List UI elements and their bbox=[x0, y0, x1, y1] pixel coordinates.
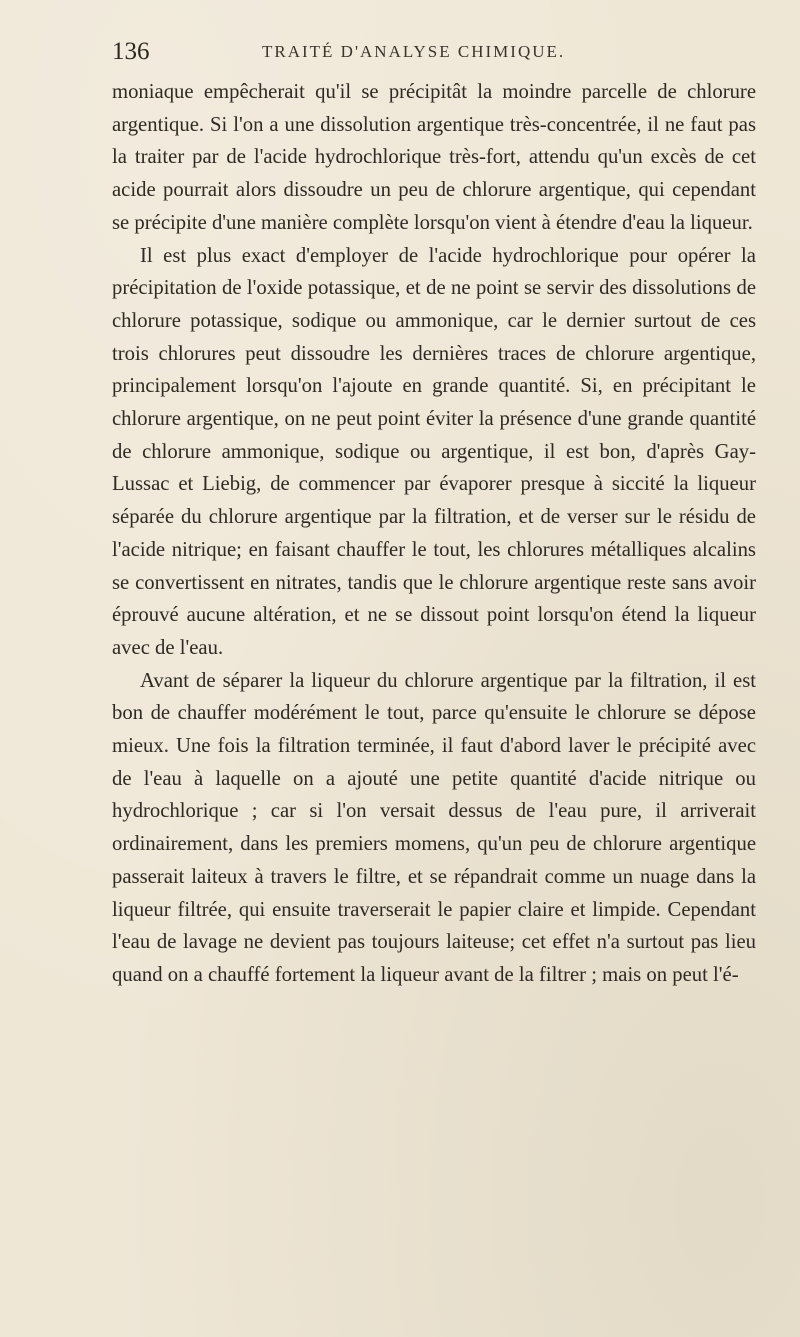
page-number: 136 bbox=[112, 38, 150, 65]
body-text bbox=[112, 76, 756, 992]
paragraph-continuation: moniaque empêcherait qu'il se précipitât la moindre parcelle de chlorure argentique. Si l'on a une dissolution argentique très-concentrée, il ne faut pas la traiter par de l'acide hydrochlorique très-fort, attendu qu'un excès de cet acide pourrait alors dissoudre un peu de chlorure argentique, qui cependant se précipite d'une manière complète lorsqu'on vient à étendre d'eau la liqueur. bbox=[112, 81, 756, 234]
paragraph-hydrochloric-acid: Il est plus exact d'employer de l'acide hydrochlorique pour opérer la précipitation de l'oxide potassique, et de ne point se servir des dissolutions de chlorure potassique, sodique ou ammonique, car le dernier surtout de ces trois chlorures peut dissoudre les dernières traces de chlorure argentique, principalement lorsqu'on l'ajoute en grande quantité. Si, en précipitant le chlorure argentique, on ne peut point éviter la présence d'une grande quantité de chlorure ammonique, sodique ou argentique, il est bon, d'après Gay-Lussac et Liebig, de commencer par évaporer presque à siccité la liqueur séparée du chlorure argentique par la filtration, et de verser sur le résidu de l'acide nitrique; en faisant chauffer le tout, les chlorures métalliques alcalins se convertissent en nitrates, tandis que le chlorure argentique reste sans avoir éprouvé aucune altération, et ne se dissout point lorsqu'on étend la liqueur avec de l'eau. bbox=[112, 244, 756, 659]
running-head bbox=[112, 32, 756, 72]
running-title: TRAITÉ D'ANALYSE CHIMIQUE. bbox=[262, 42, 566, 61]
paragraph-filtration: Avant de séparer la liqueur du chlorure argentique par la filtration, il est bon de chauffer modérément le tout, parce qu'ensuite le chlorure se dépose mieux. Une fois la filtration terminée, il faut d'abord laver le précipité avec de l'eau à laquelle on a ajouté une petite quantité d'acide nitrique ou hydrochlorique ; car si l'on versait dessus de l'eau pure, il arriverait ordinairement, dans les premiers momens, qu'un peu de chlorure argentique passerait laiteux à travers le filtre, et se répandrait comme un nuage dans la liqueur filtrée, qui ensuite traverserait le papier claire et limpide. Cependant l'eau de lavage ne devient pas toujours laiteuse; cet effet n'a surtout pas lieu quand on a chauffé fortement la liqueur avant de la filtrer ; mais on peut l'é- bbox=[112, 669, 756, 986]
